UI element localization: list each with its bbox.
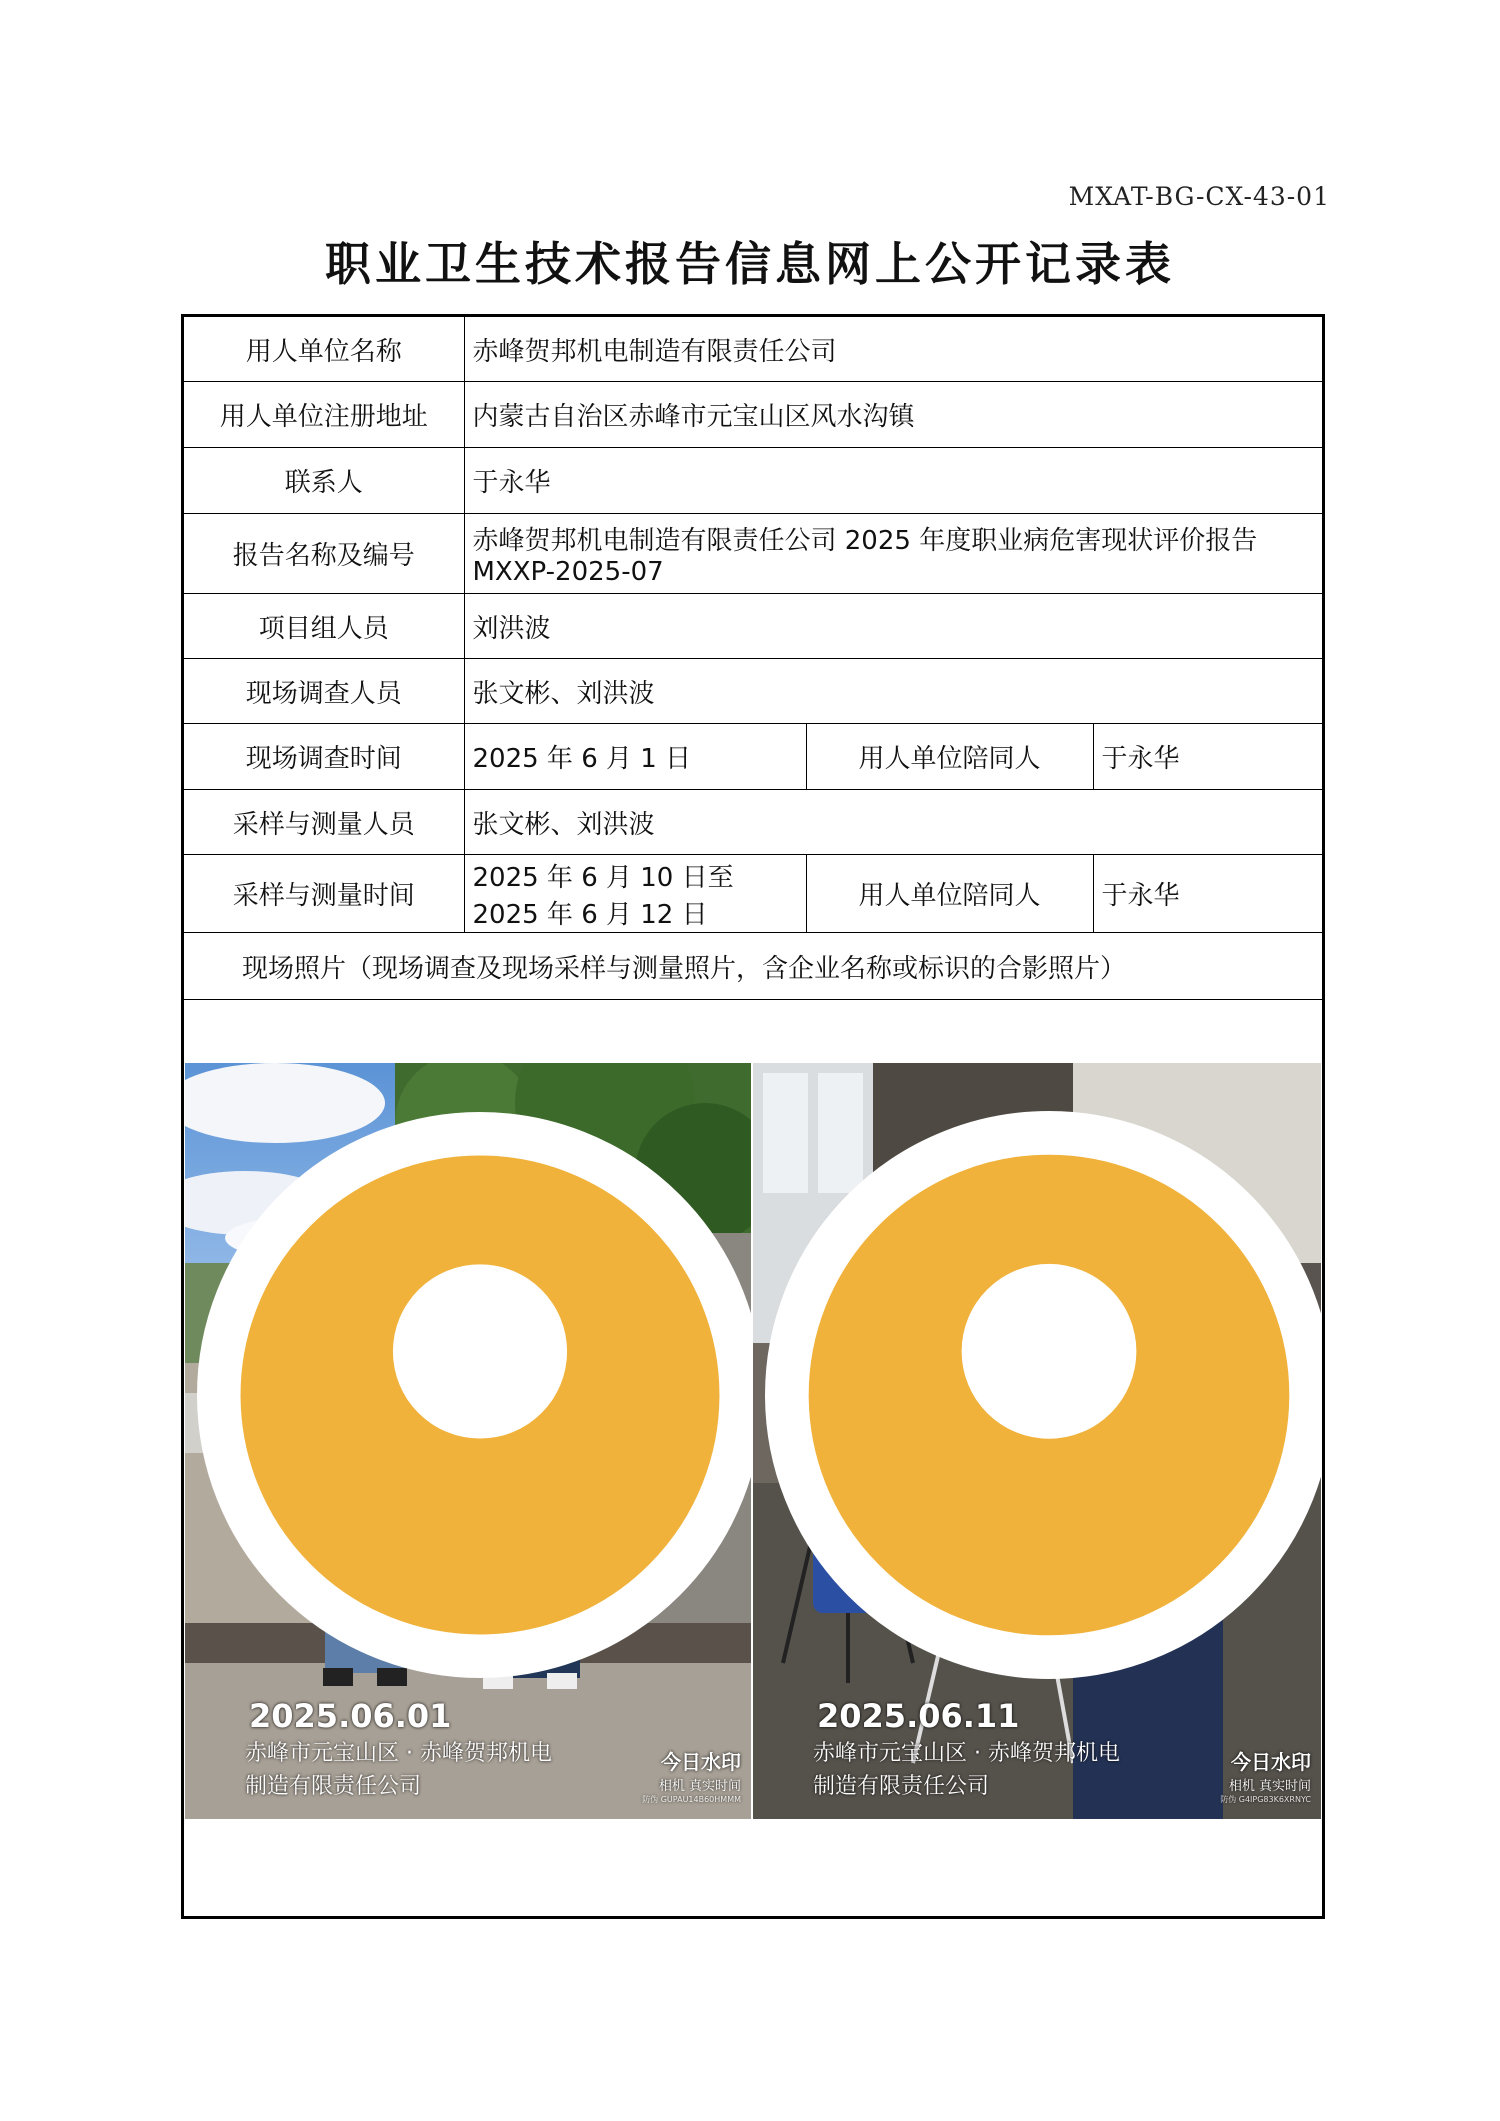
address-value: 内蒙古自治区赤峰市元宝山区风水沟镇 (464, 382, 1322, 448)
info-table (184, 317, 1322, 1000)
team-label: 项目组人员 (184, 594, 464, 659)
survey-staff-value: 张文彬、刘洪波 (464, 659, 1322, 724)
photo-location-line1: 赤峰市元宝山区 · 赤峰贺邦机电 (813, 1741, 1120, 1766)
document-code: MXAT-BG-CX-43-01 (1068, 182, 1330, 211)
sampling-staff-label: 采样与测量人员 (184, 790, 464, 855)
sampling-time-label: 采样与测量时间 (184, 855, 464, 933)
row-report (184, 514, 1322, 594)
photo-location-line2: 制造有限责任公司 (245, 1774, 422, 1799)
photo-date: 2025.06.11 (817, 1697, 1020, 1735)
survey-staff-label: 现场调查人员 (184, 659, 464, 724)
site-photo-sampling (753, 1063, 1321, 1819)
address-label: 用人单位注册地址 (184, 382, 464, 448)
photo-location-line2: 制造有限责任公司 (813, 1774, 990, 1799)
row-employer-name (184, 317, 1322, 382)
site-photo-gate (185, 1063, 751, 1819)
row-photos-header (184, 933, 1322, 1000)
report-number: MXXP-2025-07 (472, 557, 664, 587)
photo-date: 2025.06.01 (249, 1697, 452, 1735)
sampling-staff-value: 张文彬、刘洪波 (464, 790, 1322, 855)
row-sampling-staff (184, 790, 1322, 855)
employer-name-value: 赤峰贺邦机电制造有限责任公司 (464, 317, 1322, 382)
report-label: 报告名称及编号 (184, 514, 464, 594)
survey-escort-label: 用人单位陪同人 (806, 724, 1093, 790)
report-value (464, 514, 1322, 594)
row-contact (184, 448, 1322, 514)
row-team (184, 594, 1322, 659)
survey-time-label: 现场调查时间 (184, 724, 464, 790)
row-survey-time (184, 724, 1322, 790)
sampling-escort-label: 用人单位陪同人 (806, 855, 1093, 933)
sampling-time-start: 2025 年 6 月 10 日至 (472, 862, 734, 893)
photo-location-line1: 赤峰市元宝山区 · 赤峰贺邦机电 (245, 1741, 552, 1766)
survey-time-value: 2025 年 6 月 1 日 (464, 724, 806, 790)
watermark-code: 防伪 G4IPG83K6XRNYC (1220, 1795, 1311, 1804)
sampling-time-value (464, 855, 806, 933)
watermark-subtitle: 相机 真实时间 (1228, 1779, 1311, 1794)
team-value: 刘洪波 (464, 594, 1322, 659)
watermark-title: 今日水印 (661, 1750, 741, 1774)
contact-label: 联系人 (184, 448, 464, 514)
sampling-escort-value: 于永华 (1093, 855, 1322, 933)
report-title: 赤峰贺邦机电制造有限责任公司 2025 年度职业病危害现状评价报告 (472, 526, 1258, 556)
location-pin-icon (197, 1063, 751, 1773)
survey-escort-value: 于永华 (1093, 724, 1322, 790)
row-survey-staff (184, 659, 1322, 724)
contact-value: 于永华 (464, 448, 1322, 514)
watermark-code: 防伪 GUPAU14B60HMMM (642, 1795, 741, 1804)
row-sampling-time (184, 855, 1322, 933)
watermark (642, 1746, 741, 1805)
location-pin-icon (765, 1063, 1321, 1773)
photo-stamp (245, 1697, 552, 1801)
photo-stamp (813, 1697, 1120, 1801)
row-address (184, 382, 1322, 448)
watermark-subtitle: 相机 真实时间 (658, 1779, 741, 1794)
watermark-title: 今日水印 (1231, 1750, 1311, 1774)
employer-name-label: 用人单位名称 (184, 317, 464, 382)
photos-header: 现场照片（现场调查及现场采样与测量照片，含企业名称或标识的合影照片） (184, 933, 1322, 1000)
page-title: 职业卫生技术报告信息网上公开记录表 (325, 237, 1175, 291)
sampling-time-end: 2025 年 6 月 12 日 (472, 899, 708, 930)
watermark (1220, 1746, 1311, 1805)
